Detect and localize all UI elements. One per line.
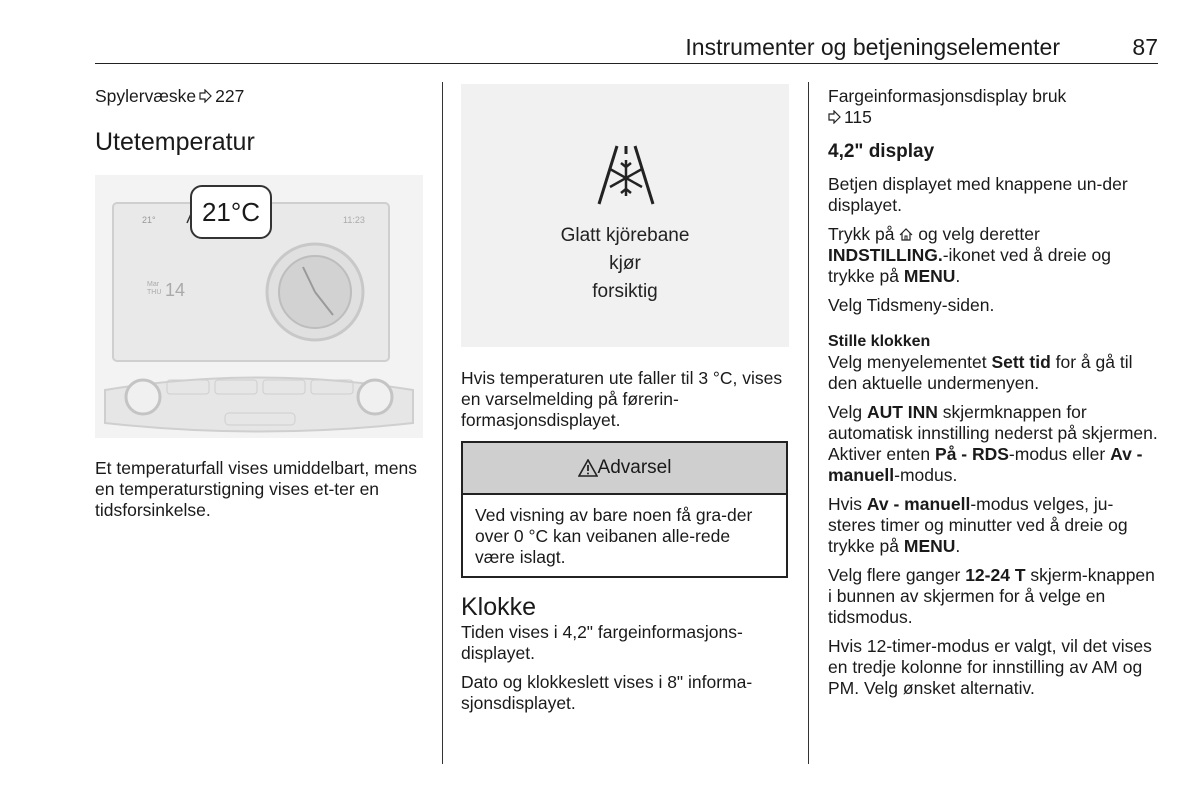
header-rule [95,63,1158,64]
home-icon [899,228,913,241]
column-2-para-1 [461,368,791,439]
warning-title: Advarsel [597,457,672,478]
warning-body: Ved visning av bare noen få gra-der over 0 °C kan veibanen alle-rede være islagt. [475,505,753,567]
cross-reference-display[interactable]: Fargeinformasjonsdisplay bruk 115 [828,86,1067,127]
subsection-heading-display: 4,2" display [828,141,935,162]
paragraph-manual-mode: Hvis Av - manuell-modus velges, ju-steres timer og minutter ved å dreie og trykke på MENU. [828,494,1128,556]
page-number: 87 [1132,34,1158,60]
column-divider-2 [808,82,809,764]
temperature-callout: 21°C [190,185,272,239]
paragraph-time-menu: Velg Tidsmeny-siden. [828,295,995,315]
section-heading-utetemperatur: Utetemperatur [95,128,255,156]
paragraph-12-hour: Hvis 12-timer-modus er valgt, vil det vises en tredje kolonne for innstilling av AM og PM. Velg ønsket alternativ. [828,636,1152,698]
paragraph-operate-display: Betjen displayet med knappene un-der displayet. [828,174,1128,215]
paragraph-temperature-warning: Hvis temperaturen ute faller til 3 °C, vises en varselmelding på førerin-formasjonsdisplayet. [461,368,783,430]
reference-arrow-icon [199,89,212,103]
date-day-readout: Mar THU [147,281,162,296]
warning-display-line-3: forsiktig [592,281,658,302]
warning-display-line-1: Glatt kjörebane [560,225,690,246]
running-header: Instrumenter og betjeningselementer [685,34,1060,60]
paragraph-set-time: Velg menyelementet Sett tid for å gå til den aktuelle undermenyen. [828,352,1133,393]
section-heading-klokke: Klokke [461,593,537,621]
paragraph-temperature-change: Et temperaturfall vises umiddelbart, mens en temperaturstigning vises et-ter en tidsforsinkelse. [95,458,417,520]
snowflake-road-icon [591,142,661,212]
subsection-heading-stille-klokken: Stille klokken [828,333,931,350]
column-divider-1 [442,82,443,764]
warning-triangle-icon [578,459,598,477]
column-1-para [95,458,425,529]
paragraph-auto-set: Velg AUT INN skjermknappen for automatisk innstilling nederst på skjermen. Aktiver enten På - RDS-modus eller Av - manuell-modus. [828,402,1158,485]
warning-header [463,443,786,495]
slippery-road-warning-display [461,84,789,347]
outside-temperature-illustration [95,175,423,438]
cross-reference[interactable]: Spylervæske 227 [95,86,245,106]
reference-arrow-icon [828,110,841,124]
small-temperature-readout: 21° [142,215,156,225]
paragraph-time-mode: Velg flere ganger 12-24 T skjerm-knappen i bunnen av skjermen for å velge en tidsmodus. [828,565,1155,627]
paragraph-time-display: Tiden vises i 4,2" fargeinformasjons-displayet. [461,622,743,663]
warning-box [461,441,788,578]
column-2-klokke [461,592,791,722]
column-3 [828,86,1158,707]
paragraph-settings: Trykk på og velg deretter INDSTILLING.-ikonet ved å dreie og trykke på MENU. [828,224,1112,286]
paragraph-date-display: Dato og klokkeslett vises i 8" informa-sjonsdisplayet. [461,672,753,713]
date-number-readout: 14 [165,280,186,300]
clock-readout: 11:23 [343,215,365,225]
warning-display-line-2: kjør [609,253,641,274]
column-1 [95,86,425,157]
